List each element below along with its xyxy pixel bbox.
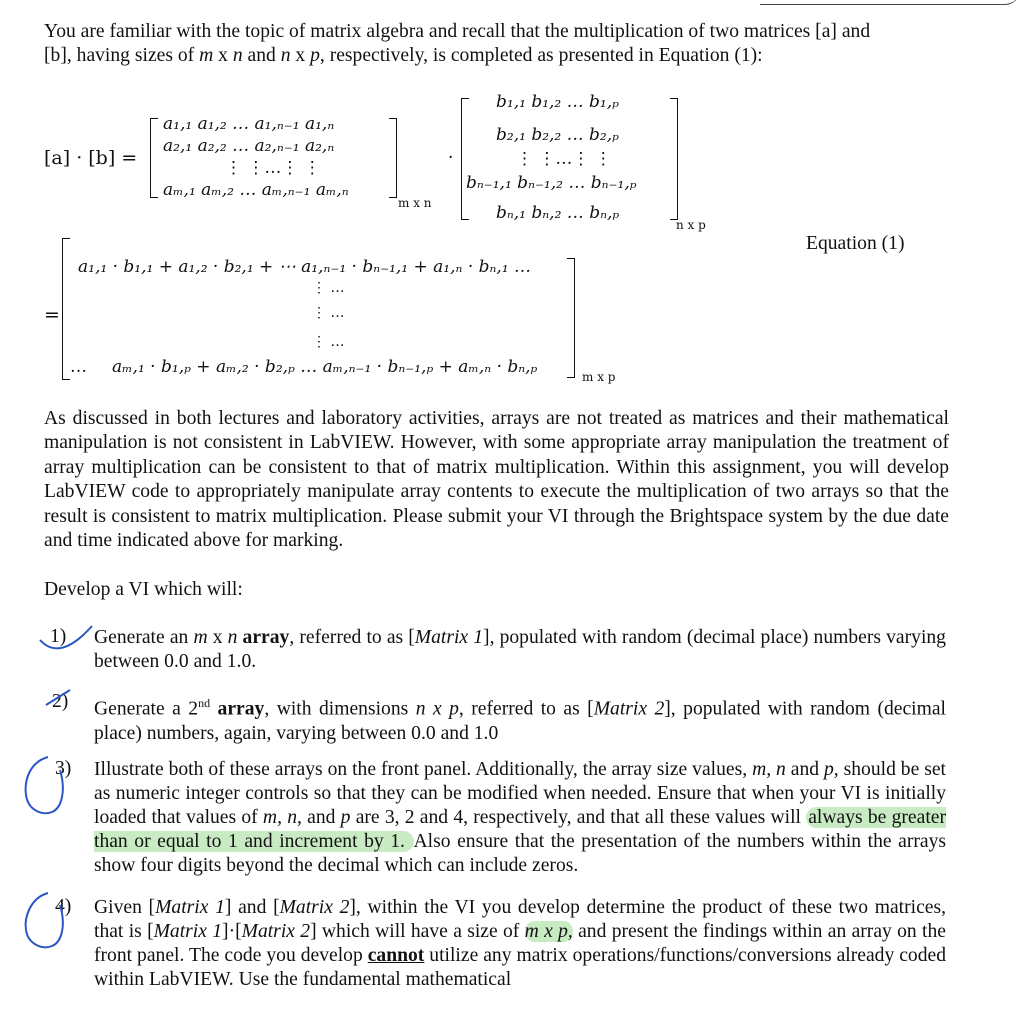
result-row-5-lead: … bbox=[70, 357, 87, 377]
matrix-a-row-3: ⋮ ⋮…⋮ ⋮ bbox=[225, 158, 321, 178]
equation-lhs: [a] · [b] = bbox=[44, 147, 138, 169]
matrix-a-row-1: a₁,₁ a₁,₂ … a₁,ₙ₋₁ a₁,ₙ bbox=[163, 114, 335, 134]
matrix-a-row-2: a₂,₁ a₂,₂ … a₂,ₙ₋₁ a₂,ₙ bbox=[163, 136, 335, 156]
result-row-2: ⋮ … bbox=[312, 280, 345, 296]
highlighted-size: m x p, bbox=[524, 921, 573, 942]
cannot-emphasis: cannot bbox=[367, 945, 425, 966]
result-row-1: a₁,₁ · b₁,₁ + a₁,₂ · b₂,₁ + ⋯ a₁,ₙ₋₁ · bₙ₋₁,₁ + a₁,ₙ · bₙ,₁ … bbox=[78, 257, 532, 277]
circle-mark-item-3 bbox=[26, 757, 63, 813]
matrix-b-row-4: bₙ₋₁,₁ bₙ₋₁,₂ … bₙ₋₁,ₚ bbox=[466, 173, 637, 193]
result-row-5: aₘ,₁ · b₁,ₚ + aₘ,₂ · b₂,ₚ … aₘ,ₙ₋₁ · bₙ₋₁,ₚ + aₘ,ₙ · bₙ,ₚ bbox=[112, 357, 538, 377]
matrix-a-row-4: aₘ,₁ aₘ,₂ … aₘ,ₙ₋₁ aₘ,ₙ bbox=[163, 180, 349, 200]
matrix-a-size: m x n bbox=[398, 196, 432, 210]
item-4: Given [Matrix 1] and [Matrix 2], within the VI you develop determine the product of these two matrices, that is [Matrix 1]·[Matrix 2] which will have a size of m x p, and present the findings within an array on the front panel. The code you develop cannot utilize any matrix operations/functions/conversions already coded within LabVIEW. Use the fundamental mathematical bbox=[94, 897, 947, 990]
highlighted-requirement: always be greater than or equal to 1 and increment by 1. bbox=[94, 807, 946, 852]
result-equals-sign: = bbox=[44, 304, 60, 326]
circle-mark-item-4 bbox=[26, 893, 63, 947]
item-1-number: 1) bbox=[50, 626, 67, 647]
matrix-b-row-2: b₂,₁ b₂,₂ … b₂,ₚ bbox=[496, 125, 619, 145]
description-paragraph: As discussed in both lectures and laboratory activities, arrays are not treated as matrices and their mathematical manipulation is not consistent in LabVIEW. However, with some appropriate array manipulation the treatment of array multiplication can be consistent to that of matrix multiplication. Within this assignment, you will develop LabVIEW code to appropriately manipulate array contents to execute the multiplication of two arrays so that the result is consistent to matrix multiplication. Please submit your VI through the Brightspace system by the due date and time indicated above for marking. bbox=[44, 408, 949, 552]
slash-mark-item-2 bbox=[46, 690, 70, 705]
matrix-b-size: n x p bbox=[676, 218, 706, 232]
item-3-number: 3) bbox=[55, 758, 72, 779]
matrix-b-row-3: ⋮ ⋮…⋮ ⋮ bbox=[516, 149, 612, 169]
item-1: Generate an m x n array, referred to as [Matrix 1], populated with random (decimal place) numbers varying between 0.0 and 1.0. bbox=[94, 627, 946, 672]
item-2: Generate a 2nd array, with dimensions n x p, referred to as [Matrix 2], populated with random (decimal place) numbers, again, varying between 0.0 and 1.0 bbox=[94, 696, 947, 744]
item-2-number: 2) bbox=[52, 691, 69, 712]
result-row-3: ⋮ … bbox=[312, 305, 345, 321]
item-3: Illustrate both of these arrays on the front panel. Additionally, the array size values, m, n and p, should be set as numeric integer controls so that they can be modified when needed. Ensure that when your VI is initially loaded that values of m, n, and p are 3, 2 and 4, respectively, and that all these values will always be greater than or equal to 1 and increment by 1. Also ensure that the presentation of the numbers within the arrays show four digits beyond the decimal which can include zeros. bbox=[94, 759, 946, 876]
matrix-b-row-1: b₁,₁ b₁,₂ … b₁,ₚ bbox=[496, 92, 619, 112]
result-size: m x p bbox=[582, 370, 616, 384]
develop-heading: Develop a VI which will: bbox=[44, 579, 243, 600]
intro-paragraph: You are familiar with the topic of matrix algebra and recall that the multiplication of two matrices [a] and [b], having sizes of m x n and n x p, respectively, is completed as presented in Equation (1): bbox=[44, 21, 871, 67]
product-dot: · bbox=[448, 148, 454, 168]
intro-line-1: You are familiar with the topic of matrix algebra and recall that the multiplication of two matrices [a] and bbox=[44, 21, 871, 42]
result-row-4: ⋮ … bbox=[312, 334, 345, 350]
item-4-number: 4) bbox=[55, 896, 72, 917]
equation-label: Equation (1) bbox=[806, 233, 905, 254]
check-mark-item-1 bbox=[40, 626, 92, 648]
matrix-b-row-5: bₙ,₁ bₙ,₂ … bₙ,ₚ bbox=[496, 203, 620, 223]
